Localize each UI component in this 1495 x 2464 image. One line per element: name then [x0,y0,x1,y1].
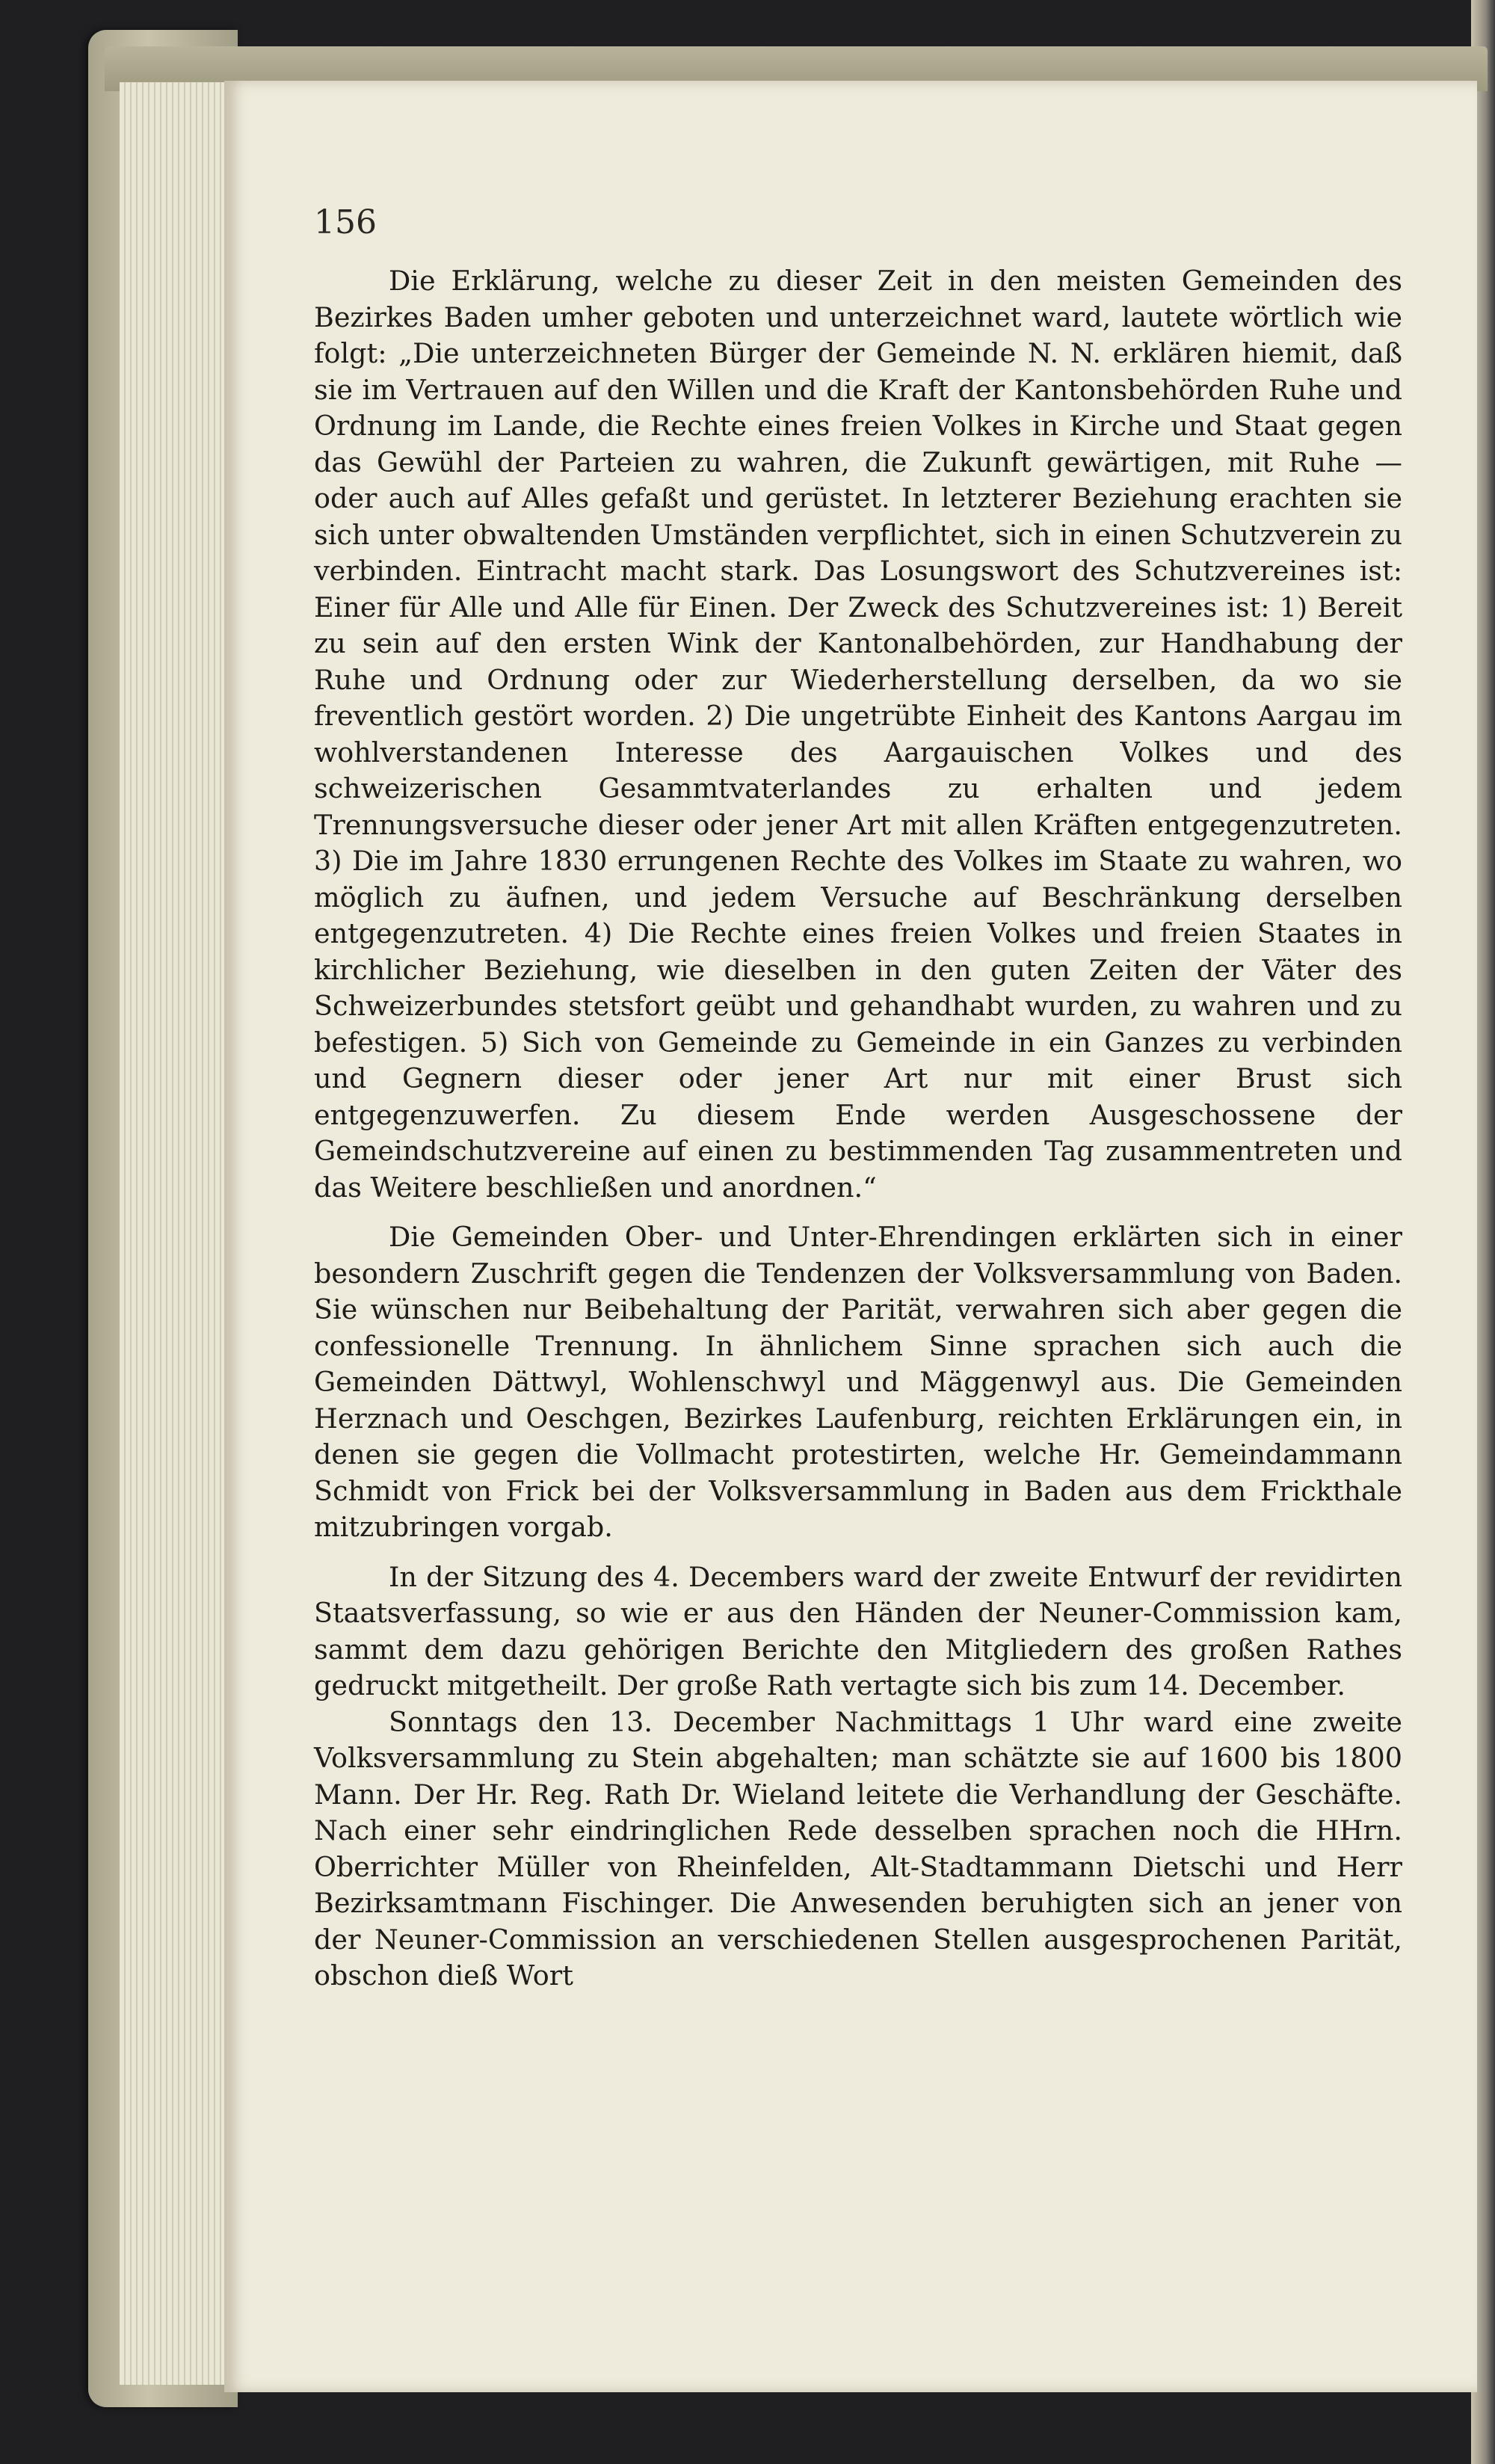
page-edges [120,82,232,2385]
paragraph-4: Sonntags den 13. December Nachmittags 1 Uhr ward eine zweite Volksversammlung zu Stein abgehalten; man schätzte sie auf 1600 bis 1800 Mann. Der Hr. Reg. Rath Dr. Wieland leitete die Verhandlung der Geschäfte. Nach einer sehr eindringlichen Rede desselben sprachen noch die HHrn. Oberrichter Müller von Rheinfelden, Alt-Stadtammann Dietschi und Herr Bezirksamtmann Fischinger. Die Anwesenden beruhigten sich an jener von der Neuner-Commission an verschiedenen Stellen ausgesprochenen Parität, obschon dieß Wort [314,1705,1402,1992]
page-number: 156 [314,203,377,241]
paragraph-3: In der Sitzung des 4. Decembers ward der zweite Entwurf der revidirten Staatsverfassung, so wie er aus den Händen der Neuner-Commission kam, sammt dem dazu gehörigen Berichte den Mitgliedern des großen Rathes gedruckt mitgetheilt. Der große Rath vertagte sich bis zum 14. December. [314,1560,1402,1701]
paragraph-1: Die Erklärung, welche zu dieser Zeit in den meisten Gemeinden des Bezirkes Baden umher geboten und unterzeichnet ward, lautete wörtlich wie folgt: „Die unterzeichneten Bürger der Gemeinde N. N. erklären hiemit, daß sie im Vertrauen auf den Willen und die Kraft der Kantonsbehörden Ruhe und Ordnung im Lande, die Rechte eines freien Volkes in Kirche und Staat gegen das Gewühl der Parteien zu wahren, die Zukunft gewärtigen, mit Ruhe — oder auch auf Alles gefaßt und gerüstet. In letzterer Beziehung erachten sie sich unter obwaltenden Umständen verpflichtet, sich in einen Schutzverein zu verbinden. Eintracht macht stark. Das Losungswort des Schutzvereines ist: Einer für Alle und Alle für Einen. Der Zweck des Schutzvereines ist: 1) Bereit zu sein auf den ersten Wink der Kantonalbehörden, zur Handhabung der Ruhe und Ordnung oder zur Wiederherstellung derselben, da wo sie freventlich gestört worden. 2) Die ungetrübte Einheit des Kantons Aargau im wohlverstandenen Interesse des Aargauischen Volkes und des schweizerischen Gesammtvaterlandes zu erhalten und jedem Trennungsversuche dieser oder jener Art mit allen Kräften entgegenzutreten. 3) Die im Jahre 1830 errungenen Rechte des Volkes im Staate zu wahren, wo möglich zu äufnen, und jedem Versuche auf Beschränkung derselben entgegenzutreten. 4) Die Rechte eines freien Volkes und freien Staates in kirchlicher Beziehung, wie dieselben in den guten Zeiten der Väter des Schweizerbundes stetsfort geübt und gehandhabt wurden, zu wahren und zu befestigen. 5) Sich von Gemeinde zu Gemeinde in ein Ganzes zu verbinden und Gegnern dieser oder jener Art nur mit einer Brust sich entgegenzuwerfen. Zu diesem Ende werden Ausgeschossene der Gemeindschutzvereine auf einen zu bestimmenden Tag zusammentreten und das Weitere beschließen und anordnen.“ [314,265,1402,1204]
paragraph-2: Die Gemeinden Ober- und Unter-Ehrendingen erklärten sich in einer besondern Zuschrift gegen die Tendenzen der Volksversammlung von Baden. Sie wünschen nur Beibehaltung der Parität, verwahren sich aber gegen die confessionelle Trennung. In ähnlichem Sinne sprachen sich auch die Gemeinden Dättwyl, Wohlenschwyl und Mäggenwyl aus. Die Gemeinden Herznach und Oeschgen, Bezirkes Laufenburg, reichten Erklärungen ein, in denen sie gegen die Vollmacht protestirten, welche Hr. Gemeindammann Schmidt von Frick bei der Volksversammlung in Baden aus dem Frickthale mitzubringen vorgab. [314,1221,1402,1543]
body-text [314,263,1402,1995]
